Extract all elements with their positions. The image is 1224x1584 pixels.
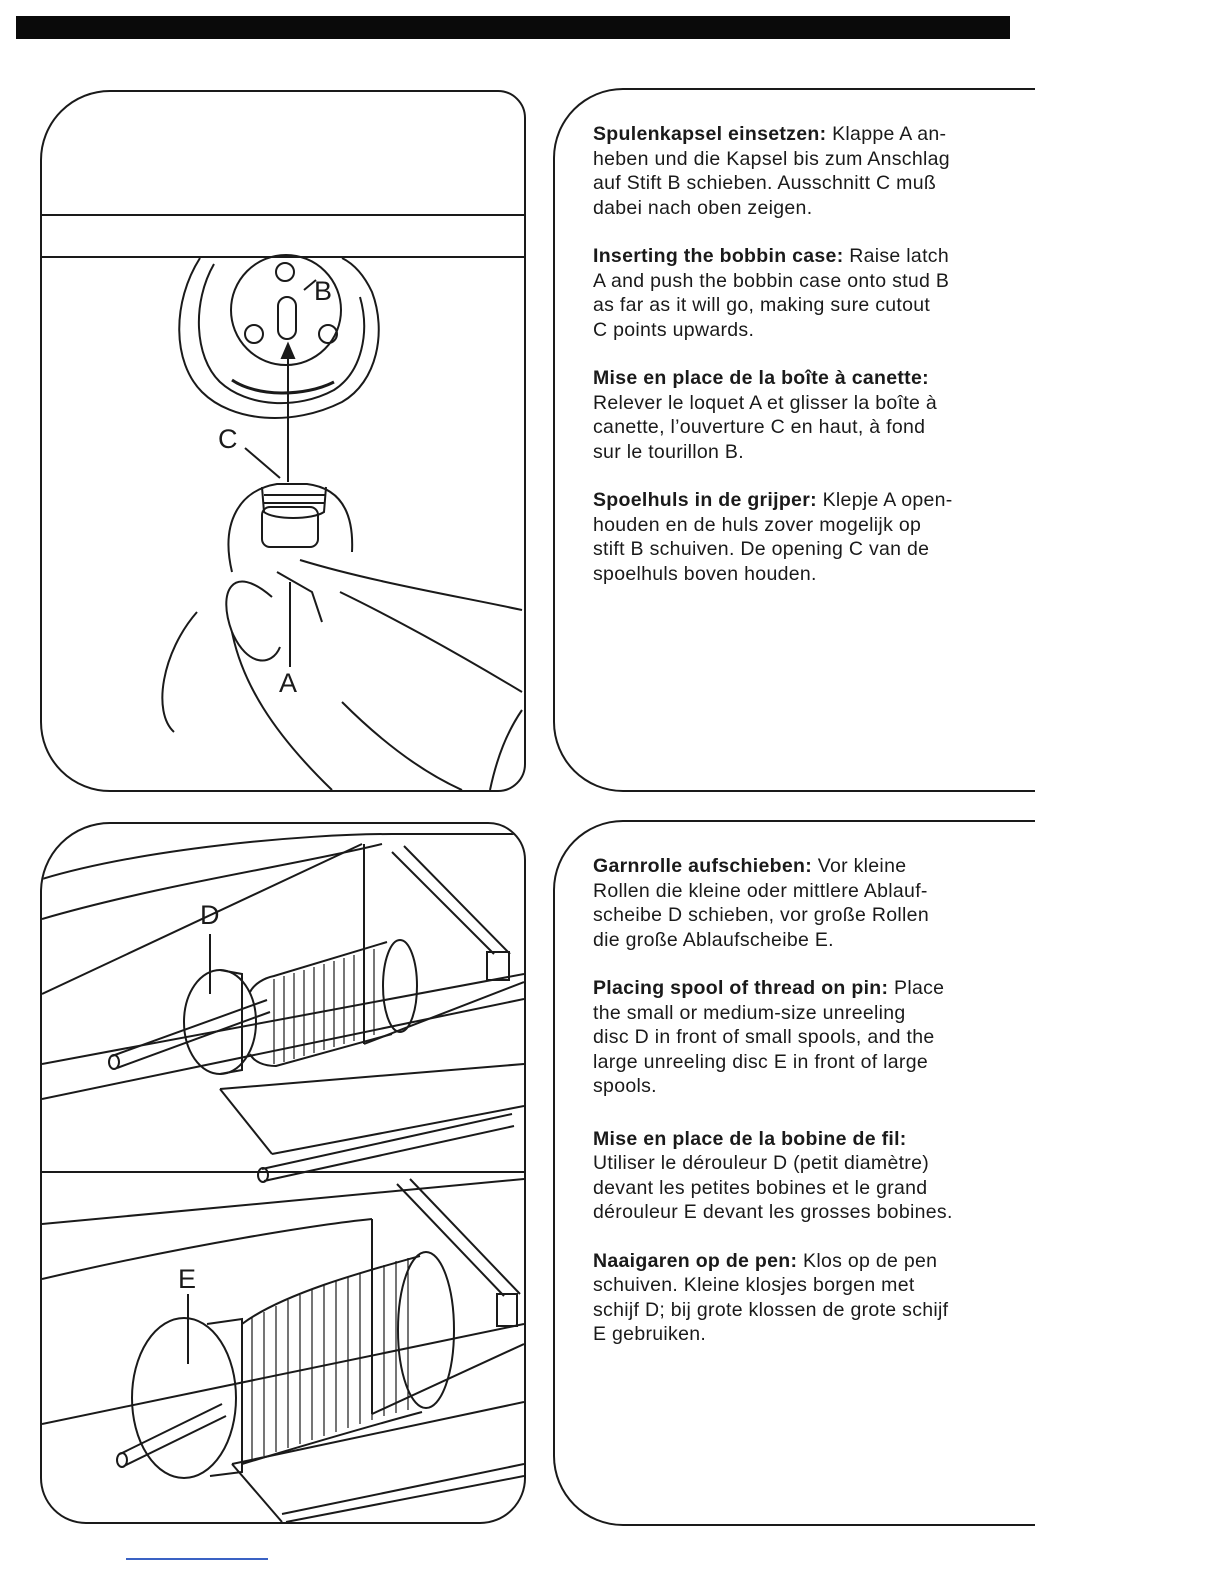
spool-para-en: Placing spool of thread on pin: Place the small or medium-size unreeling disc D in front of small spools, and the large unreeling disc E in front of large spools. [593, 977, 945, 1097]
bobbin-para-nl: Spoelhuls in de grijper: Klepje A open- houden en de huls zover mogelijk op stift B schuiven. De opening C van de spoelhuls boven houden. [593, 489, 953, 585]
label-b: B [314, 276, 333, 306]
bobbin-para-en: Inserting the bobbin case: Raise latch A and push the bobbin case onto stud B as far as it will go, making sure cutout C points upwards. [593, 245, 950, 341]
label-a: A [279, 668, 298, 698]
label-d: D [200, 900, 220, 930]
spool-pin-illustration [40, 822, 526, 1524]
spool-para-nl: Naaigaren op de pen: Klos op de pen schuiven. Kleine klosjes borgen met schijf D; bij grote klossen de grote schijf E gebruiken. [593, 1249, 949, 1345]
bobbin-case-illustration [40, 90, 526, 792]
spool-instructions-panel [553, 820, 1035, 1526]
footer-rule [126, 1558, 268, 1560]
spool-para-de: Garnrolle aufschieben: Vor kleine Rollen die kleine oder mittlere Ablauf- scheibe D schieben, vor große Rollen die große Ablaufscheibe E. [593, 855, 929, 951]
spool-para-fr: Mise en place de la bobine de fil: Utiliser le dérouleur D (petit diamètre) devant les petites bobines et le grand dérouleur E devant les grosses bobines. [593, 1127, 953, 1223]
bobbin-instructions-panel [553, 88, 1035, 792]
label-c: C [218, 424, 238, 454]
label-e: E [178, 1264, 197, 1294]
top-bar [16, 16, 1010, 39]
bobbin-para-fr: Mise en place de la boîte à canette: Relever le loquet A et glisser la boîte à canette, l’ouverture C en haut, à fond sur le tourillon B. [593, 367, 937, 463]
bobbin-para-de: Spulenkapsel einsetzen: Klappe A an- heben und die Kapsel bis zum Anschlag auf Stift B schieben. Ausschnitt C muß dabei nach oben zeigen. [593, 123, 950, 219]
